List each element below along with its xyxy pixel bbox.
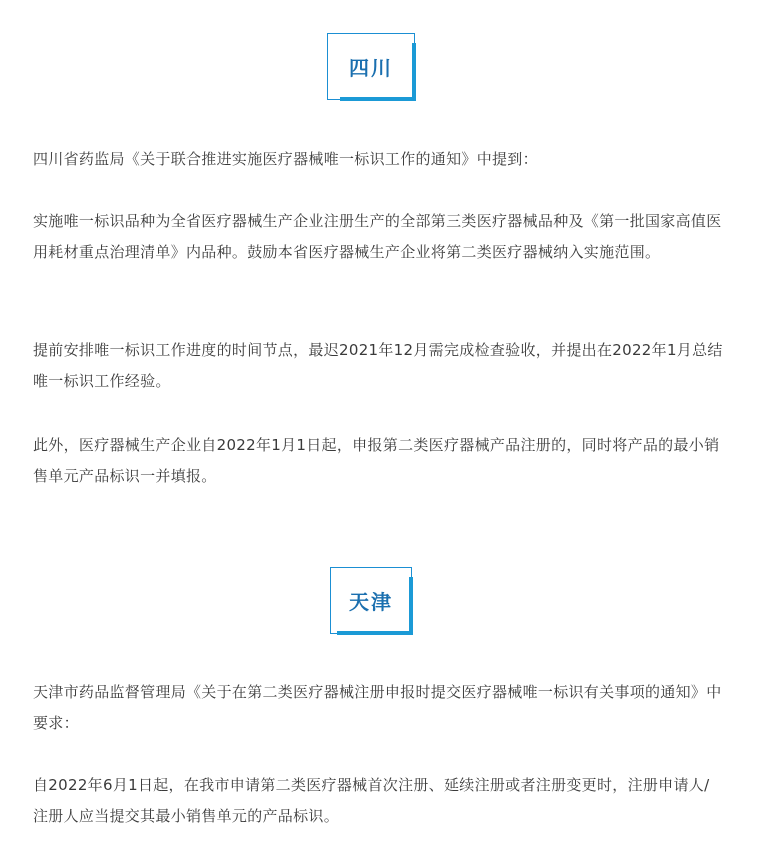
section-heading-sichuan bbox=[327, 33, 415, 100]
paragraph: 四川省药监局《关于联合推进实施医疗器械唯一标识工作的通知》中提到： bbox=[33, 150, 538, 168]
section-title: 四川 bbox=[349, 56, 393, 80]
paragraph: 提前安排唯一标识工作进度的时间节点，最迟2021年12月需完成检查验收，并提出在2022年1月总结唯一标识工作经验。 bbox=[33, 341, 723, 390]
paragraph: 实施唯一标识品种为全省医疗器械生产企业注册生产的全部第三类医疗器械品种及《第一批国家高值医用耗材重点治理清单》内品种。鼓励本省医疗器械生产企业将第二类医疗器械纳入实施范围。 bbox=[33, 212, 722, 261]
section-title: 天津 bbox=[349, 590, 393, 614]
section-heading-tianjin bbox=[330, 567, 412, 634]
paragraph: 自2022年6月1日起，在我市申请第二类医疗器械首次注册、延续注册或者注册变更时，注册申请人/注册人应当提交其最小销售单元的产品标识。 bbox=[33, 776, 710, 825]
paragraph: 此外，医疗器械生产企业自2022年1月1日起，申报第二类医疗器械产品注册的，同时将产品的最小销售单元产品标识一并填报。 bbox=[33, 436, 720, 485]
paragraph: 天津市药品监督管理局《关于在第二类医疗器械注册申报时提交医疗器械唯一标识有关事项的通知》中要求： bbox=[33, 683, 722, 732]
